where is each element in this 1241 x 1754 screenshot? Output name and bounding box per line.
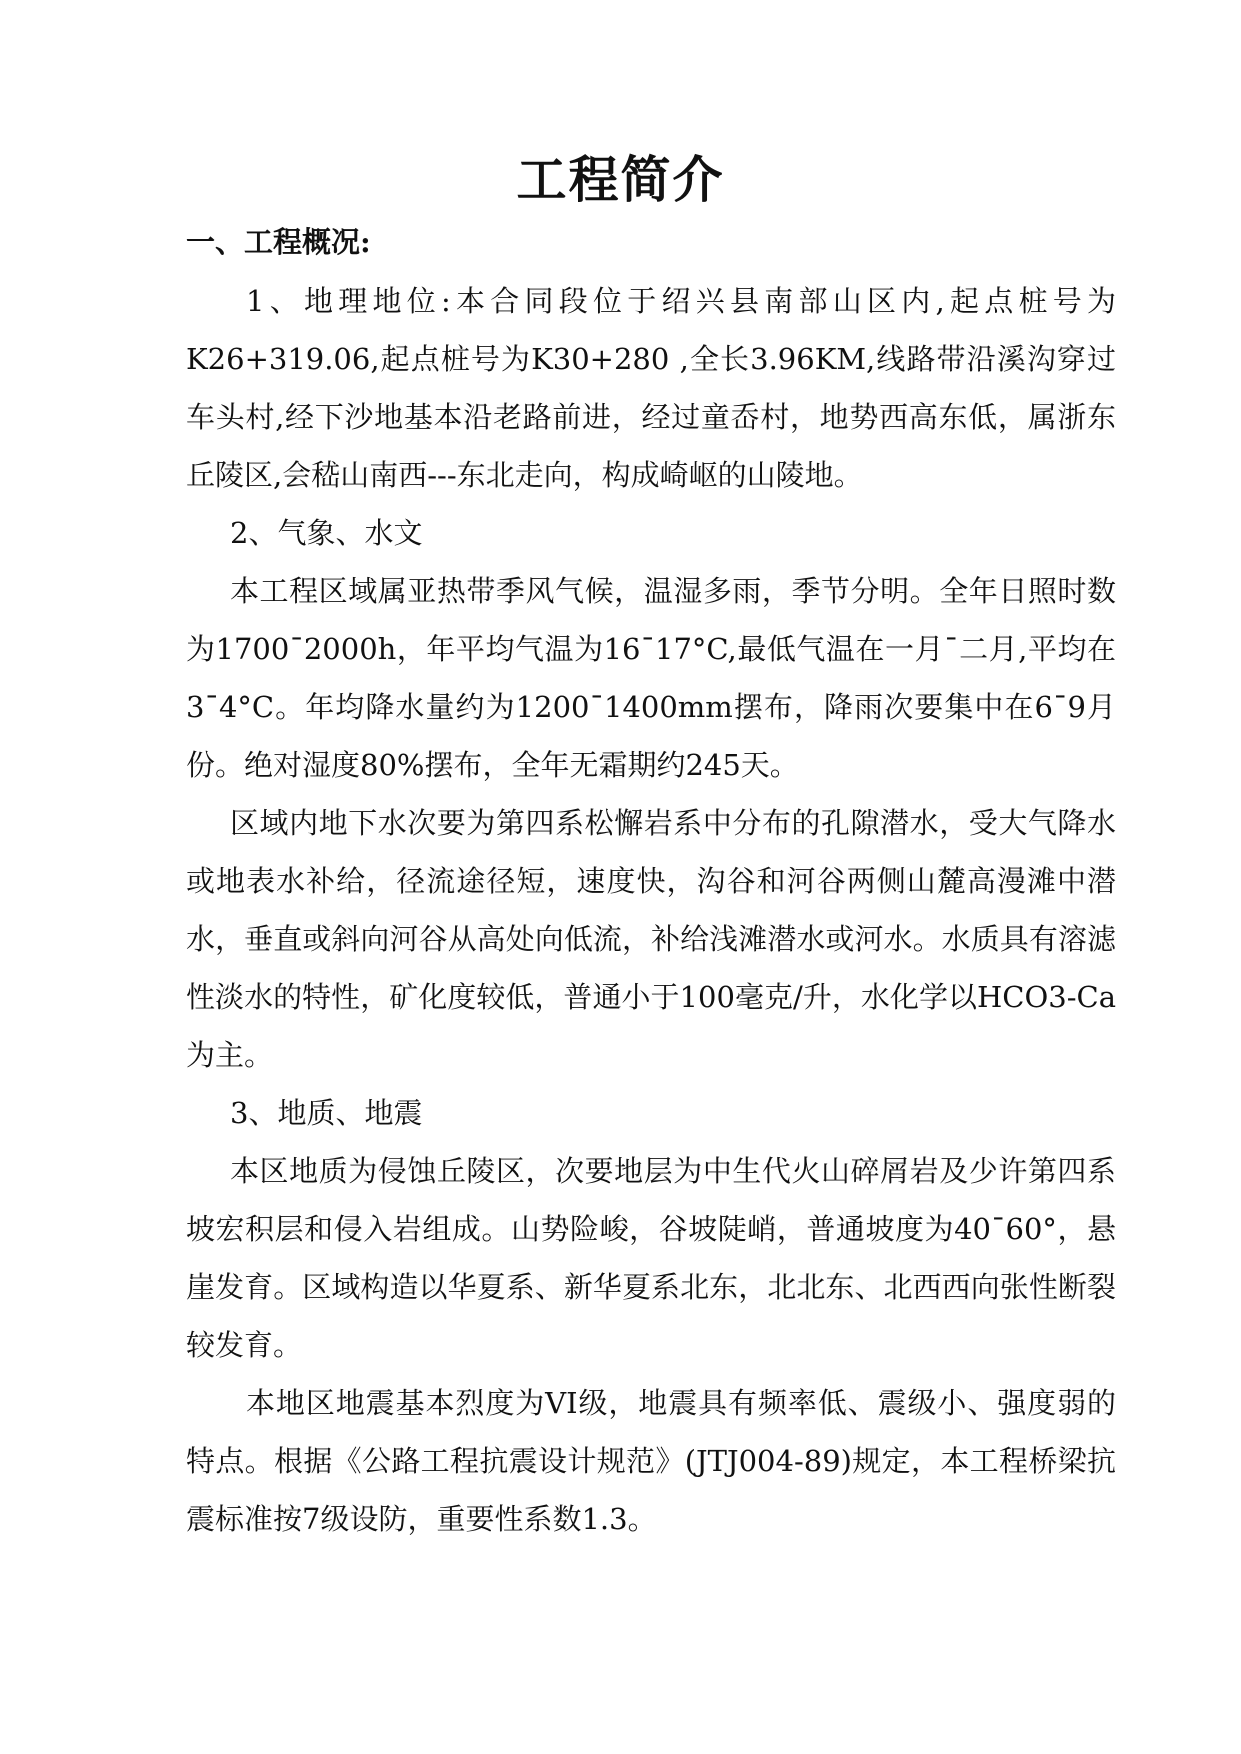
paragraph-climate: 本工程区域属亚热带季风气候，温湿多雨，季节分明。全年日照时数为1700¯2000h，年平均气温为16¯17°C,最低气温在一月¯二月,平均在3¯4°C。年均降水量约为1200¯1400mm摆布，降雨次要集中在6¯9月份。绝对湿度80%摆布，全年无霜期约245天。 (186, 574, 1116, 782)
section-heading-project-overview: 一、工程概况: (186, 225, 371, 259)
paragraph-earthquake: 本地区地震基本烈度为VI级，地震具有频率低、震级小、强度弱的特点。根据《公路工程抗震设计规范》(JTJ004-89)规定，本工程桥梁抗震标准按7级设防，重要性系数1.3。 (186, 1386, 1116, 1536)
paragraph-geology: 本区地质为侵蚀丘陵区，次要地层为中生代火山碎屑岩及少许第四系坡宏积层和侵入岩组成。山势险峻，谷坡陡峭，普通坡度为40¯60°，悬崖发育。区域构造以华夏系、新华夏系北东，北北东、北西西向张性断裂较发育。 (186, 1154, 1116, 1362)
paragraph-geographic-location: 1、地理地位:本合同段位于绍兴县南部山区内,起点桩号为K26+319.06,起点桩号为K30+280 ,全长3.96KM,线路带沿溪沟穿过车头村,经下沙地基本沿老路前进，经过童岙村，地势西高东低，属浙东丘陵区,会嵇山南西---东北走向，构成崎岖的山陵地。 (186, 284, 1116, 492)
paragraph-groundwater: 区域内地下水次要为第四系松懈岩系中分布的孔隙潜水，受大气降水或地表水补给，径流途径短，速度快，沟谷和河谷两侧山麓高漫滩中潜水，垂直或斜向河谷从高处向低流，补给浅滩潜水或河水。水质具有溶滤性淡水的特性，矿化度较低，普通小于100毫克/升，水化学以HCO3-Ca为主。 (186, 806, 1116, 1072)
page-title: 工程简介 (516, 150, 725, 209)
subheading-geology-earthquake: 3、地质、地震 (230, 1096, 423, 1130)
subheading-climate-hydrology: 2、气象、水文 (230, 516, 423, 550)
